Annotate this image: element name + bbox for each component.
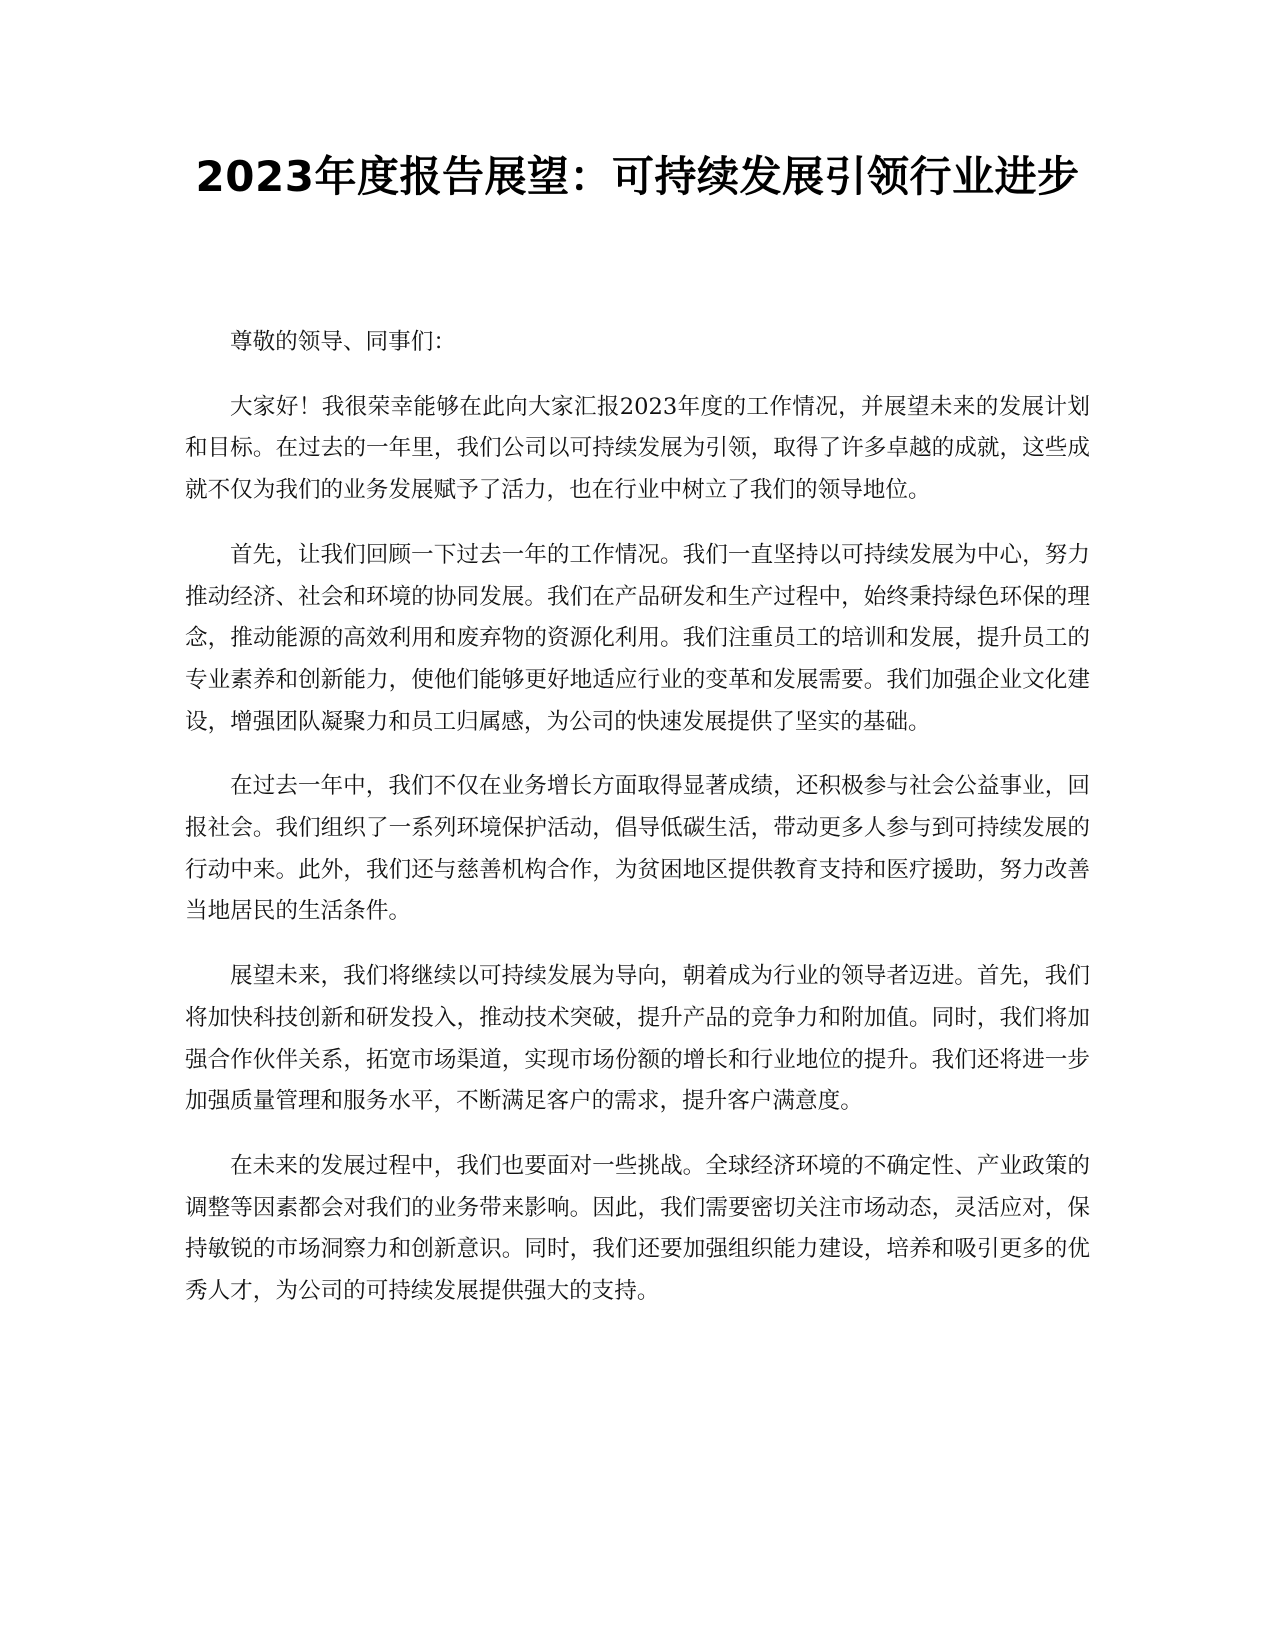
paragraph-outlook: 展望未来，我们将继续以可持续发展为导向，朝着成为行业的领导者迈进。首先，我们将加快科技创新和研发投入，推动技术突破，提升产品的竞争力和附加值。同时，我们将加强合作伙伴关系，拓宽市场渠道，实现市场份额的增长和行业地位的提升。我们还将进一步加强质量管理和服务水平，不断满足客户的需求，提升客户满意度。	[185, 963, 1090, 1115]
document-title: 2023年度报告展望：可持续发展引领行业进步	[195, 152, 1080, 201]
document-body	[185, 322, 1090, 1336]
paragraph-review: 首先，让我们回顾一下过去一年的工作情况。我们一直坚持以可持续发展为中心，努力推动经济、社会和环境的协同发展。我们在产品研发和生产过程中，始终秉持绿色环保的理念，推动能源的高效利用和废弃物的资源化利用。我们注重员工的培训和发展，提升员工的专业素养和创新能力，使他们能够更好地适应行业的变革和发展需要。我们加强企业文化建设，增强团队凝聚力和员工归属感，为公司的快速发展提供了坚实的基础。	[185, 541, 1090, 735]
paragraph-challenges: 在未来的发展过程中，我们也要面对一些挑战。全球经济环境的不确定性、产业政策的调整等因素都会对我们的业务带来影响。因此，我们需要密切关注市场动态，灵活应对，保持敏锐的市场洞察力和创新意识。同时，我们还要加强组织能力建设，培养和吸引更多的优秀人才，为公司的可持续发展提供强大的支持。	[185, 1152, 1090, 1305]
paragraph-greeting: 大家好！我很荣幸能够在此向大家汇报2023年度的工作情况，并展望未来的发展计划和目标。在过去的一年里，我们公司以可持续发展为引领，取得了许多卓越的成就，这些成就不仅为我们的业务发展赋予了活力，也在行业中树立了我们的领导地位。	[185, 393, 1090, 504]
paragraph-social-responsibility: 在过去一年中，我们不仅在业务增长方面取得显著成绩，还积极参与社会公益事业，回报社会。我们组织了一系列环境保护活动，倡导低碳生活，带动更多人参与到可持续发展的行动中来。此外，我们还与慈善机构合作，为贫困地区提供教育支持和医疗援助，努力改善当地居民的生活条件。	[185, 773, 1090, 925]
salutation: 尊敬的领导、同事们：	[230, 329, 456, 355]
